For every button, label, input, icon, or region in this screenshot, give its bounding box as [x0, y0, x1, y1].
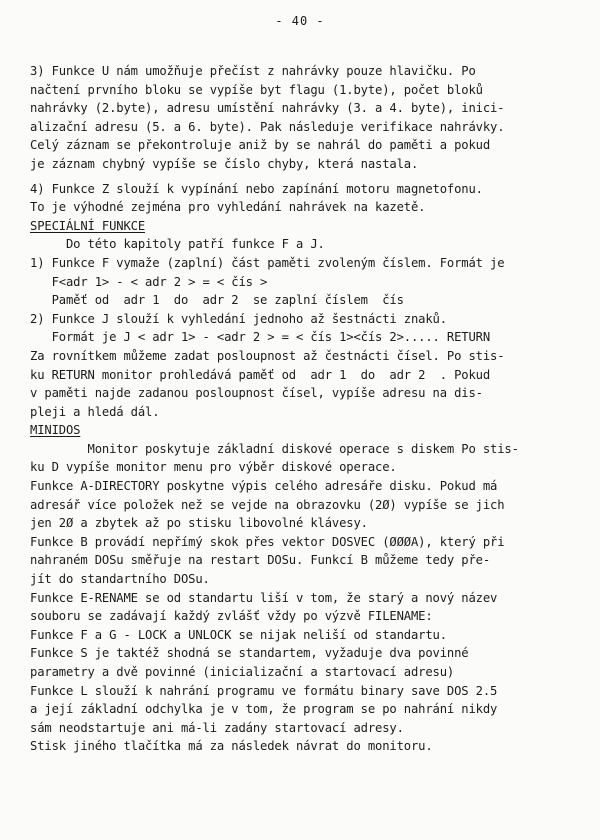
text-line: alizační adresu (5. a 6. byte). Pak následuje verifikace nahrávky. — [30, 119, 505, 134]
text-line: 1) Funkce F vymaže (zaplní) část paměti zvoleným číslem. Formát je — [30, 255, 505, 270]
text-line: Do této kapitoly patří funkce F a J. — [30, 237, 325, 252]
page-number: - 40 - — [275, 14, 325, 28]
text-line: Funkce L slouží k nahrání programu ve formátu binary save DOS 2.5 — [30, 683, 498, 698]
text-line: F<adr 1> - < adr 2 > = < čís > — [30, 274, 268, 289]
text-line: jít do standartního DOSu. — [30, 572, 210, 587]
text-line: ku RETURN monitor prohledává paměť od adr 1 do adr 2 . Pokud — [30, 367, 490, 382]
text-line: To je výhodné zejména pro vyhledání nahrávek na kazetě. — [30, 200, 426, 215]
document-body — [30, 62, 586, 756]
text-line: v paměti najde zadanou posloupnost čísel, vypíše adresu na dis- — [30, 386, 483, 401]
text-line: Funkce S je taktéž shodná se standartem, vyžaduje dva povinné — [30, 646, 469, 661]
text-line: Funkce B provádí nepřímý skok přes vektor DOSVEC (ØØØA), který při — [30, 534, 505, 549]
text-line: souboru se zadávají každý zvlášť vždy po výzvě FILENAME: — [30, 609, 433, 624]
text-line: sám neodstartuje ani má-li zadány startovací adresy. — [30, 720, 404, 735]
text-line: adresář více položek než se vejde na obrazovku (2Ø) vypíše se jich — [30, 497, 505, 512]
text-line: a její základní odchylka je v tom, že program se po nahrání nikdy — [30, 702, 498, 717]
text-line: parametry a dvě povinné (inicializační a startovací adresu) — [30, 665, 455, 679]
section-heading-special-functions: SPECIÁLNÍ FUNKCE — [30, 218, 145, 233]
text-line: Paměť od adr 1 do adr 2 se zaplní číslem čís — [30, 293, 404, 308]
text-line: načtení prvního bloku se vypíše byt flagu (1.byte), počet bloků — [30, 82, 483, 97]
text-line: Funkce E-RENAME se od standartu liší v tom, že starý a nový název — [30, 590, 498, 605]
text-line: 2) Funkce J slouží k vyhledání jednoho až šestnácti znaků. — [30, 311, 447, 326]
text-line: je záznam chybný vypíše se číslo chyby, která nastala. — [30, 156, 419, 171]
text-line: Stisk jiného tlačítka má za následek návrat do monitoru. — [30, 739, 433, 754]
text-line: nahrávky (2.byte), adresu umístění nahrávky (3. a 4. byte), inici- — [30, 101, 505, 116]
text-line: Za rovnítkem můžeme zadat posloupnost až čestnácti čísel. Po stis- — [30, 348, 505, 363]
text-line: jen 2Ø a zbytek až po stisku libovolné klávesy. — [30, 516, 368, 531]
text-line: nahraném DOSu směřuje na restart DOSu. Funkcí B můžeme tedy pře- — [30, 553, 490, 568]
text-line: Monitor poskytuje základní diskové operace s diskem Po stis- — [30, 441, 519, 456]
text-line: ku D vypíše monitor menu pro výběr diskové operace. — [30, 460, 397, 475]
text-line: pleji a hledá dál. — [30, 404, 160, 419]
text-line: Celý záznam se překontroluje aniž by se nahrál do paměti a pokud — [30, 138, 490, 153]
text-line: 3) Funkce U nám umožňuje přečíst z nahrávky pouze hlavičku. Po — [30, 64, 476, 78]
text-line: Funkce F a G - LOCK a UNLOCK se nijak neliší od standartu. — [30, 627, 447, 642]
text-line: Funkce A-DIRECTORY poskytne výpis celého adresáře disku. Pokud má — [30, 479, 498, 494]
section-heading-minidos: MINIDOS — [30, 423, 81, 438]
text-line: Formát je J < adr 1> - <adr 2 > = < čís 1><čís 2>..... RETURN — [30, 330, 490, 345]
text-line: 4) Funkce Z slouží k vypínání nebo zapínání motoru magnetofonu. — [30, 181, 483, 196]
